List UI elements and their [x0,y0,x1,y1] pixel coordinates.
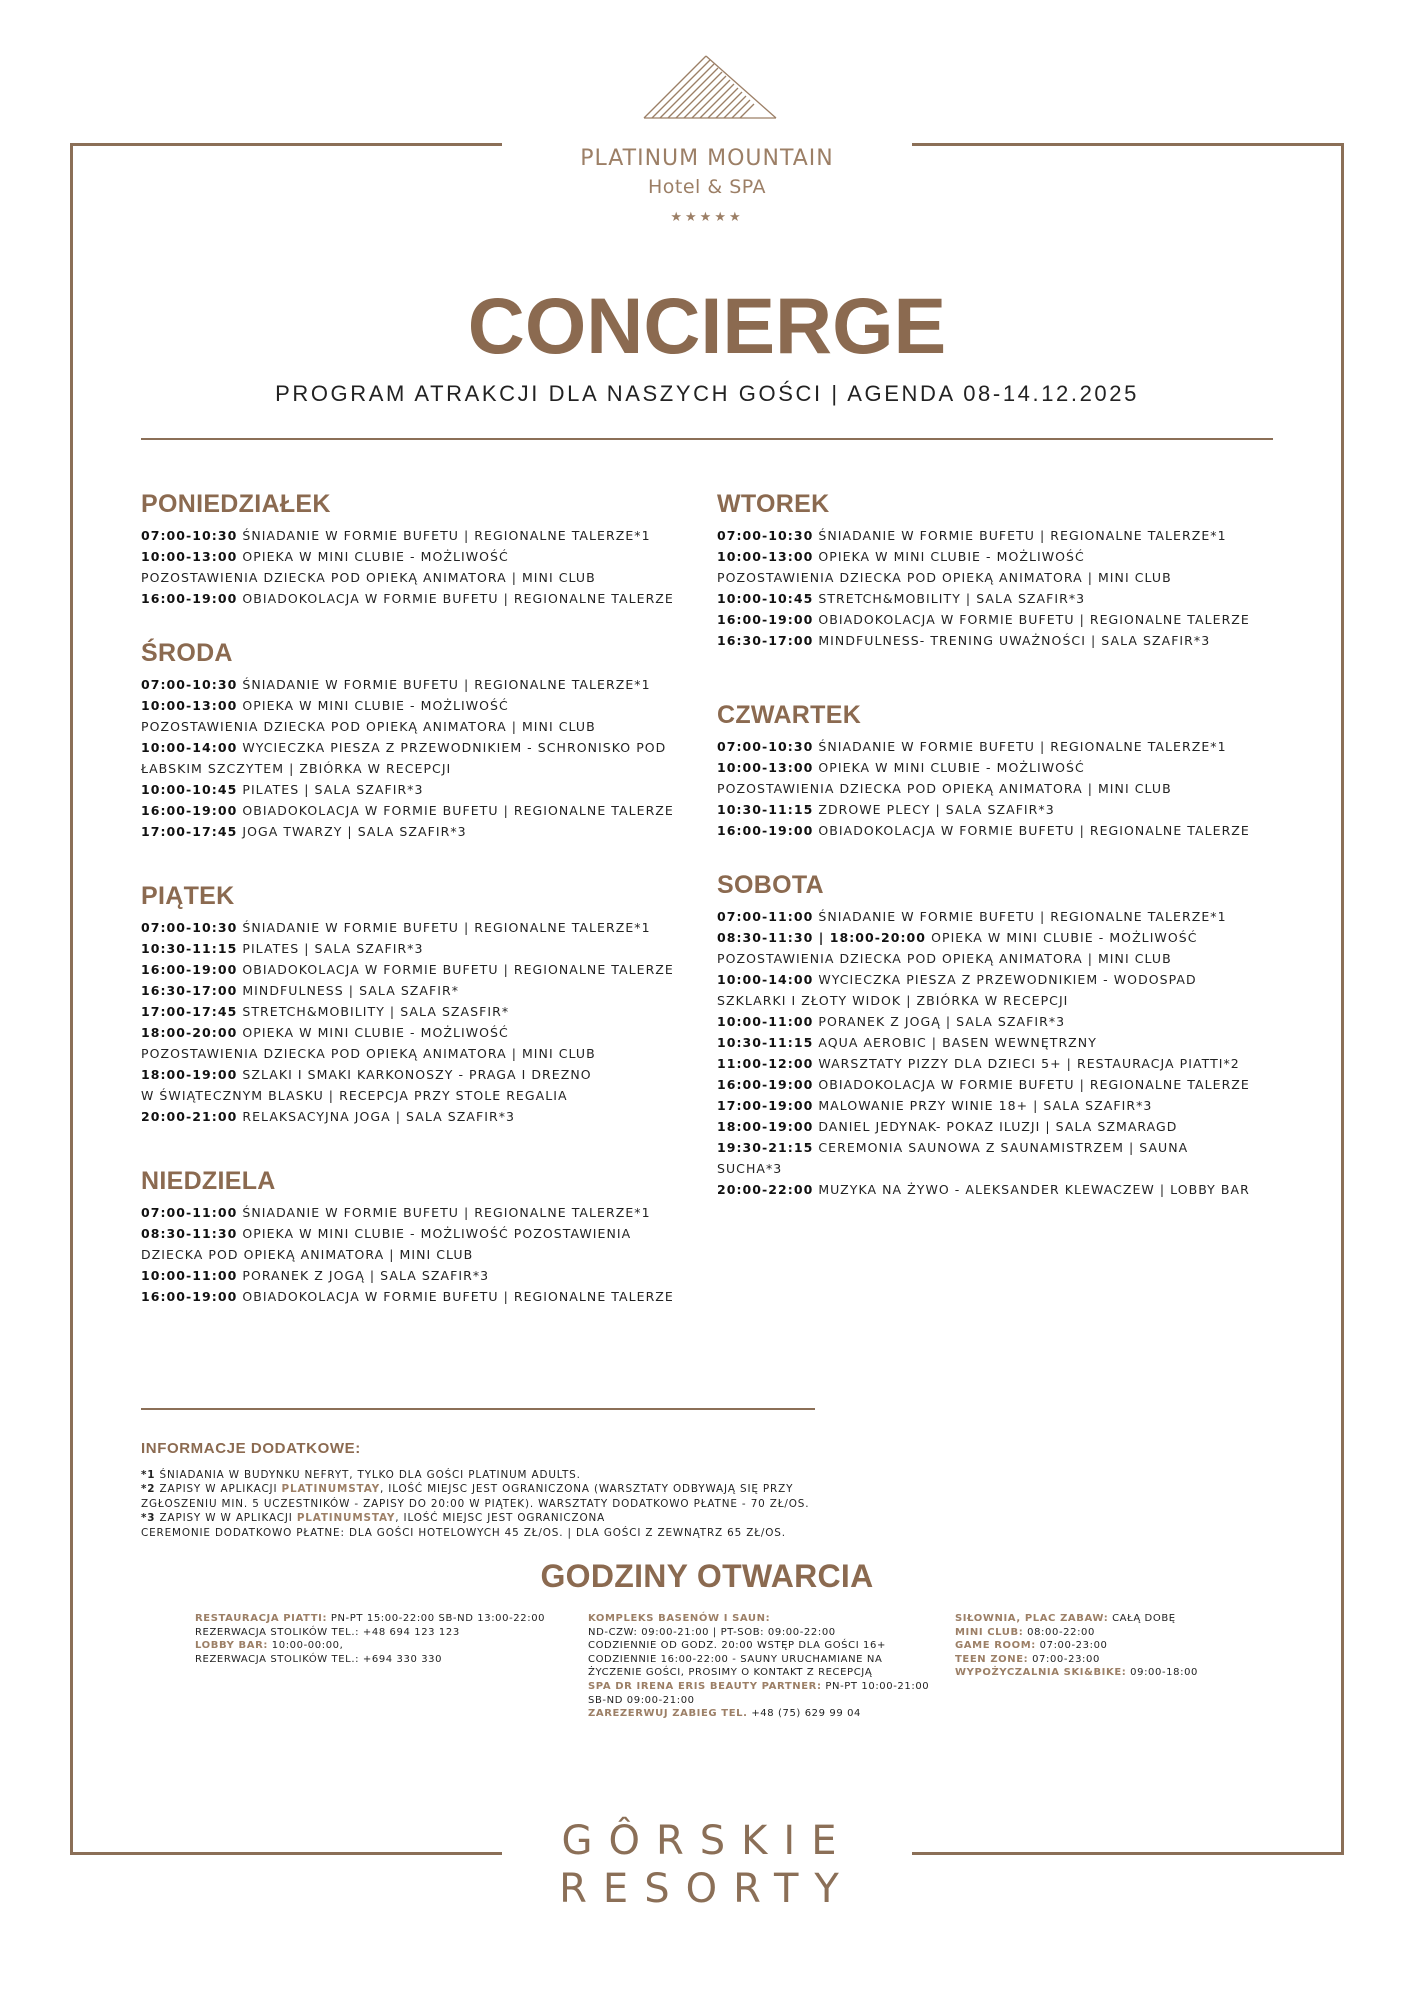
hours-value: CODZIENNIE OD GODZ. 20:00 WSTĘP DLA GOŚCI 16+ [588,1640,886,1652]
schedule-entry [141,674,701,695]
entry-time: 10:30-11:15 [717,1035,814,1050]
entry-description: WYCIECZKA PIESZA Z PRZEWODNIKIEM - WODOSPAD [813,972,1197,987]
hotel-stars: ★★★★★ [670,210,744,225]
entry-time: 10:00-13:00 [141,698,238,713]
hours-label: RESTAURACJA PIATTI: [195,1613,328,1624]
entry-time: 17:00-17:45 [141,1004,238,1019]
entry-description: STRETCH&MOBILITY | SALA SZASFIR* [237,1004,510,1019]
hours-line [195,1653,545,1667]
page-title: CONCIERGE [467,281,947,370]
schedule-entry [141,1001,701,1022]
entry-time: 10:30-11:15 [717,802,814,817]
entry-description: OPIEKA W MINI CLUBIE - MOŻLIWOŚĆ [237,1025,509,1040]
hotel-subtitle: Hotel & SPA [647,176,767,198]
entry-description: ŚNIADANIE W FORMIE BUFETU | REGIONALNE TALERZE*1 [237,920,651,935]
entry-time: 10:00-10:45 [141,782,238,797]
hours-line [588,1612,929,1626]
day-section [717,701,1317,841]
entry-description: ŁABSKIM SZCZYTEM | ZBIÓRKA W RECEPCJI [141,761,452,776]
entry-description: OPIEKA W MINI CLUBIE - MOŻLIWOŚĆ [237,698,509,713]
schedule-entry [141,800,701,821]
entry-description: POZOSTAWIENIA DZIECKA POD OPIEKĄ ANIMATORA | MINI CLUB [717,781,1172,796]
hours-line [588,1639,929,1653]
hours-line [588,1666,929,1680]
entry-time: 07:00-11:00 [717,909,814,924]
entry-time: 07:00-11:00 [141,1205,238,1220]
hours-line [195,1639,545,1653]
schedule-entry [717,546,1317,567]
hours-line [955,1666,1198,1680]
entry-description: OBIADOKOLACJA W FORMIE BUFETU | REGIONALNE TALERZE [237,962,674,977]
hours-line [955,1639,1198,1653]
entry-time: 10:00-13:00 [141,549,238,564]
brand-logo-line-2: RESORTY [559,1866,855,1912]
schedule-entry [717,990,1317,1011]
schedule-entry [141,1106,701,1127]
hours-value: SB-ND 09:00-21:00 [588,1694,695,1706]
entry-description: OPIEKA W MINI CLUBIE - MOŻLIWOŚĆ [813,760,1085,775]
entry-description: OBIADOKOLACJA W FORMIE BUFETU | REGIONALNE TALERZE [237,1289,674,1304]
entry-time: 17:00-19:00 [717,1098,814,1113]
entry-time: 11:00-12:00 [717,1056,814,1071]
schedule-entry [717,630,1317,651]
schedule-entry [717,1053,1317,1074]
entry-description: RELAKSACYJNA JOGA | SALA SZAFIR*3 [237,1109,516,1124]
note-text: ZAPISY W APLIKACJI [155,1483,282,1496]
entry-time: 16:00-19:00 [141,1289,238,1304]
entry-description: DZIECKA POD OPIEKĄ ANIMATORA | MINI CLUB [141,1247,474,1262]
day-heading: WTOREK [717,490,830,518]
schedule-column-left [141,490,701,1337]
entry-description: ŚNIADANIE W FORMIE BUFETU | REGIONALNE TALERZE*1 [813,528,1227,543]
entry-description: OBIADOKOLACJA W FORMIE BUFETU | REGIONALNE TALERZE [237,591,674,606]
hours-label: KOMPLEKS BASENÓW I SAUN: [588,1613,771,1624]
hours-label: WYPOŻYCZALNIA SKI&BIKE: [955,1667,1127,1679]
entry-description: MALOWANIE PRZY WINIE 18+ | SALA SZAFIR*3 [813,1098,1153,1113]
hours-line [195,1612,545,1626]
hours-line [955,1626,1198,1640]
entry-time: 10:00-13:00 [717,549,814,564]
schedule-entry [141,1022,701,1043]
mountain-logo-icon [642,54,778,120]
entry-description: POZOSTAWIENIA DZIECKA POD OPIEKĄ ANIMATORA | MINI CLUB [141,570,596,585]
hours-label: ZAREZERWUJ ZABIEG TEL. [588,1708,748,1720]
schedule-entry [717,1116,1317,1137]
entry-description: OPIEKA W MINI CLUBIE - MOŻLIWOŚĆ [237,549,509,564]
info-note [141,1511,961,1525]
day-heading: PONIEDZIAŁEK [141,490,331,518]
schedule-column-right [717,490,1317,1230]
hours-line [588,1694,929,1708]
info-title: INFORMACJE DODATKOWE: [141,1440,361,1457]
hotel-name: PLATINUM MOUNTAIN [580,146,834,171]
entry-description: PILATES | SALA SZAFIR*3 [237,941,424,956]
entry-time: 16:00-19:00 [717,823,814,838]
entry-description: AQUA AEROBIC | BASEN WEWNĘTRZNY [813,1035,1097,1050]
info-note [141,1468,961,1482]
entry-description: WYCIECZKA PIESZA Z PRZEWODNIKIEM - SCHRONISKO POD [237,740,667,755]
schedule-entry [141,1064,701,1085]
day-section [717,490,1317,651]
info-note [141,1497,961,1511]
entry-description: MINDFULNESS | SALA SZAFIR* [237,983,460,998]
schedule-entry [717,609,1317,630]
entry-time: 10:30-11:15 [141,941,238,956]
entry-description: STRETCH&MOBILITY | SALA SZAFIR*3 [813,591,1086,606]
schedule-entry [141,1223,701,1244]
entry-time: 10:00-14:00 [717,972,814,987]
opening-hours-title: GODZINY OTWARCIA [540,1558,874,1594]
entry-description: SUCHA*3 [717,1161,783,1176]
hours-value: 09:00-18:00 [1126,1667,1198,1679]
entry-description: ZDROWE PLECY | SALA SZAFIR*3 [813,802,1055,817]
hours-column-dining [195,1612,545,1666]
entry-description: OBIADOKOLACJA W FORMIE BUFETU | REGIONALNE TALERZE [813,612,1250,627]
entry-description: JOGA TWARZY | SALA SZAFIR*3 [237,824,467,839]
note-text: , ILOŚĆ MIEJSC JEST OGRANICZONA [395,1512,606,1525]
title-divider [141,438,1273,440]
entry-description: POZOSTAWIENIA DZIECKA POD OPIEKĄ ANIMATORA | MINI CLUB [141,719,596,734]
note-text: ŚNIADANIA W BUDYNKU NEFRYT, TYLKO DLA GOŚCI PLATINUM ADULTS. [155,1469,581,1481]
entry-time: 18:00-20:00 [141,1025,238,1040]
entry-description: OBIADOKOLACJA W FORMIE BUFETU | REGIONALNE TALERZE [813,823,1250,838]
hours-line [588,1626,929,1640]
hours-value: PN-PT 10:00-21:00 [821,1680,930,1692]
hours-line [195,1626,545,1640]
schedule-entry [717,525,1317,546]
day-section [141,639,701,842]
hours-value: ŻYCZENIE GOŚCI, PROSIMY O KONTAKT Z RECEPCJĄ [588,1667,873,1679]
schedule-entry [141,758,701,779]
schedule-entry [717,1158,1317,1179]
info-notes [141,1468,961,1540]
entry-time: 17:00-17:45 [141,824,238,839]
entry-time: 07:00-10:30 [141,528,238,543]
entry-time: 07:00-10:30 [717,528,814,543]
entry-time: 07:00-10:30 [141,920,238,935]
entry-description: PORANEK Z JOGĄ | SALA SZAFIR*3 [813,1014,1066,1029]
entry-description: POZOSTAWIENIA DZIECKA POD OPIEKĄ ANIMATORA | MINI CLUB [141,1046,596,1061]
entry-time: 20:00-21:00 [141,1109,238,1124]
info-divider [141,1408,815,1410]
entry-time: 20:00-22:00 [717,1182,814,1197]
day-heading: ŚRODA [141,639,233,667]
hours-line [588,1707,929,1721]
hours-column-wellness [588,1612,929,1721]
schedule-entry [717,948,1317,969]
page-subtitle: PROGRAM ATRAKCJI DLA NASZYCH GOŚCI | AGENDA 08-14.12.2025 [275,381,1139,406]
day-heading: CZWARTEK [717,701,862,729]
hours-line [588,1680,929,1694]
entry-description: SZLAKI I SMAKI KARKONOSZY - PRAGA I DREZNO [237,1067,592,1082]
entry-time: 19:30-21:15 [717,1140,814,1155]
schedule-entry [717,1032,1317,1053]
entry-time: 10:00-13:00 [717,760,814,775]
entry-description: OBIADOKOLACJA W FORMIE BUFETU | REGIONALNE TALERZE [237,803,674,818]
schedule-entry [141,695,701,716]
entry-description: MINDFULNESS- TRENING UWAŻNOŚCI | SALA SZAFIR*3 [813,633,1211,648]
schedule-entry [717,927,1317,948]
hours-label: MINI CLUB: [955,1626,1024,1638]
day-section [717,871,1317,1200]
entry-time: 07:00-10:30 [717,739,814,754]
note-text: , ILOŚĆ MIEJSC JEST OGRANICZONA (WARSZTATY ODBYWAJĄ SIĘ PRZY [379,1483,794,1496]
schedule-entry [717,906,1317,927]
schedule-entry [141,779,701,800]
entry-time: 16:00-19:00 [717,1077,814,1092]
entry-description: OPIEKA W MINI CLUBIE - MOŻLIWOŚĆ [813,549,1085,564]
entry-time: 10:00-11:00 [141,1268,238,1283]
schedule-entry [717,1137,1317,1158]
hours-label: SIŁOWNIA, PLAC ZABAW: [955,1613,1109,1624]
schedule-entry [717,736,1317,757]
brand-logo-line-1: GÔRSKIE [561,1818,853,1864]
hours-line [588,1653,929,1667]
schedule-entry [717,1011,1317,1032]
entry-description: OPIEKA W MINI CLUBIE - MOŻLIWOŚĆ [926,930,1198,945]
entry-description: POZOSTAWIENIA DZIECKA POD OPIEKĄ ANIMATORA | MINI CLUB [717,951,1172,966]
entry-time: 18:00-19:00 [717,1119,814,1134]
hours-value: 08:00-22:00 [1023,1626,1095,1638]
schedule-entry [717,757,1317,778]
day-heading: PIĄTEK [141,882,235,910]
schedule-entry [717,1179,1317,1200]
entry-description: SZKLARKI I ZŁOTY WIDOK | ZBIÓRKA W RECEPCJI [717,993,1069,1008]
schedule-entry [717,820,1317,841]
schedule-entry [141,1085,701,1106]
schedule-entry [141,546,701,567]
schedule-entry [717,778,1317,799]
entry-description: DANIEL JEDYNAK- POKAZ ILUZJI | SALA SZMARAGD [813,1119,1178,1134]
hours-value: CAŁĄ DOBĘ [1108,1613,1176,1624]
hours-label: TEEN ZONE: [955,1653,1029,1665]
hours-label: LOBBY BAR: [195,1640,268,1652]
entry-time: 16:30-17:00 [141,983,238,998]
schedule-entry [141,525,701,546]
entry-time: 16:00-19:00 [141,962,238,977]
hours-value: +48 (75) 629 99 04 [747,1708,862,1720]
hours-column-activities [955,1612,1198,1680]
schedule-entry [141,1286,701,1307]
schedule-entry [717,588,1317,609]
schedule-entry [141,1244,701,1265]
note-text: CEREMONIE DODATKOWO PŁATNE: DLA GOŚCI HOTELOWYCH 45 ZŁ/OS. | DLA GOŚCI Z ZEWNĄTRZ 65 ZŁ/OS. [141,1526,786,1539]
entry-time: 16:30-17:00 [717,633,814,648]
hours-value: 10:00-00:00, [268,1640,344,1652]
note-text: ZGŁOSZENIU MIN. 5 UCZESTNIKÓW - ZAPISY DO 20:00 W PIĄTEK). WARSZTATY DODATKOWO PŁATNE - 70 ZŁ/OS. [141,1497,810,1510]
schedule-entry [141,980,701,1001]
entry-description: OBIADOKOLACJA W FORMIE BUFETU | REGIONALNE TALERZE [813,1077,1250,1092]
hours-value: 07:00-23:00 [1035,1640,1108,1652]
entry-time: 10:00-11:00 [717,1014,814,1029]
info-note [141,1526,961,1540]
note-text: ZAPISY W W APLIKACJI [155,1512,297,1525]
schedule-entry [141,1202,701,1223]
schedule-entry [141,959,701,980]
schedule-entry [141,917,701,938]
entry-description: OPIEKA W MINI CLUBIE - MOŻLIWOŚĆ POZOSTAWIENIA [237,1226,632,1241]
hours-value: REZERWACJA STOLIKÓW TEL.: +48 694 123 123 [195,1626,460,1638]
entry-time: 08:30-11:30 | 18:00-20:00 [717,930,927,945]
entry-description: ŚNIADANIE W FORMIE BUFETU | REGIONALNE TALERZE*1 [813,909,1227,924]
hours-value: CODZIENNIE 16:00-22:00 - SAUNY URUCHAMIANE NA [588,1653,883,1665]
day-section [141,882,701,1127]
day-section [141,1167,701,1307]
hours-value: PN-PT 15:00-22:00 SB-ND 13:00-22:00 [327,1613,546,1624]
day-heading: SOBOTA [717,871,824,899]
note-mark: *2 [141,1483,156,1496]
entry-time: 16:00-19:00 [141,591,238,606]
hours-value: REZERWACJA STOLIKÓW TEL.: +694 330 330 [195,1653,443,1665]
schedule-entry [141,716,701,737]
note-mark: *3 [141,1512,156,1525]
entry-description: PILATES | SALA SZAFIR*3 [237,782,424,797]
entry-description: CEREMONIA SAUNOWA Z SAUNAMISTRZEM | SAUNA [813,1140,1189,1155]
schedule-entry [141,1043,701,1064]
entry-description: W ŚWIĄTECZNYM BLASKU | RECEPCJA PRZY STOLE REGALIA [141,1088,568,1103]
entry-description: ŚNIADANIE W FORMIE BUFETU | REGIONALNE TALERZE*1 [237,528,651,543]
entry-time: 10:00-14:00 [141,740,238,755]
entry-description: POZOSTAWIENIA DZIECKA POD OPIEKĄ ANIMATORA | MINI CLUB [717,570,1172,585]
app-name: PLATINUMSTAY [296,1512,396,1525]
hours-label: GAME ROOM: [955,1640,1036,1652]
schedule-entry [717,969,1317,990]
info-note [141,1482,961,1496]
schedule-entry [141,737,701,758]
hours-line [955,1653,1198,1667]
hours-value: 07:00-23:00 [1028,1653,1100,1665]
app-name: PLATINUMSTAY [281,1483,380,1496]
entry-description: ŚNIADANIE W FORMIE BUFETU | REGIONALNE TALERZE*1 [237,677,651,692]
day-section [141,490,701,609]
entry-time: 07:00-10:30 [141,677,238,692]
schedule-entry [717,799,1317,820]
entry-time: 08:30-11:30 [141,1226,238,1241]
entry-description: MUZYKA NA ŻYWO - ALEKSANDER KLEWACZEW | LOBBY BAR [813,1182,1250,1197]
note-mark: *1 [141,1469,156,1481]
schedule-entry [141,938,701,959]
entry-time: 18:00-19:00 [141,1067,238,1082]
entry-time: 16:00-19:00 [141,803,238,818]
entry-description: WARSZTATY PIZZY DLA DZIECI 5+ | RESTAURACJA PIATTI*2 [813,1056,1240,1071]
hours-label: SPA DR IRENA ERIS BEAUTY PARTNER: [588,1680,822,1692]
schedule-entry [717,1074,1317,1095]
entry-description: PORANEK Z JOGĄ | SALA SZAFIR*3 [237,1268,490,1283]
schedule-entry [141,821,701,842]
entry-time: 16:00-19:00 [717,612,814,627]
entry-description: ŚNIADANIE W FORMIE BUFETU | REGIONALNE TALERZE*1 [813,739,1227,754]
day-heading: NIEDZIELA [141,1167,276,1195]
entry-description: ŚNIADANIE W FORMIE BUFETU | REGIONALNE TALERZE*1 [237,1205,651,1220]
schedule-entry [717,1095,1317,1116]
hours-value: ND-CZW: 09:00-21:00 | PT-SOB: 09:00-22:00 [588,1626,836,1638]
hours-line [955,1612,1198,1626]
schedule-entry [141,567,701,588]
schedule-entry [141,588,701,609]
schedule-entry [717,567,1317,588]
entry-time: 10:00-10:45 [717,591,814,606]
schedule-entry [141,1265,701,1286]
